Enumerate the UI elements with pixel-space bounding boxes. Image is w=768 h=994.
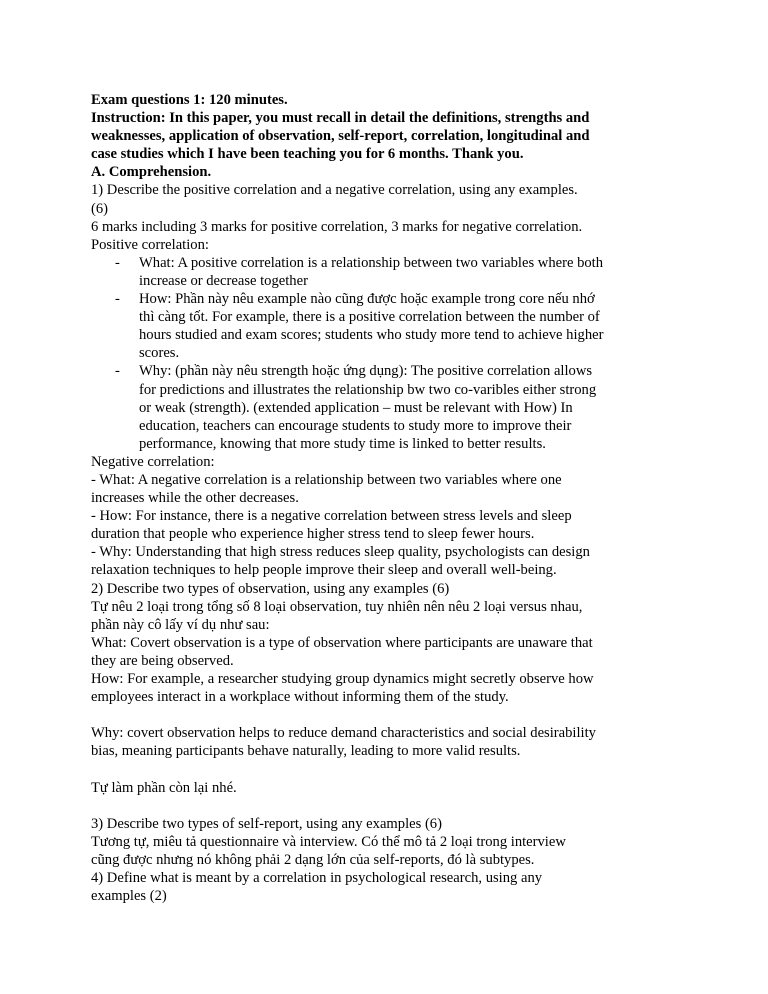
negative-correlation-line: - How: For instance, there is a negative correlation between stress levels and sleep <box>91 508 572 525</box>
list-item-line: performance, knowing that more study time is linked to better results. <box>139 435 546 452</box>
blank-line <box>91 760 691 778</box>
paragraph-line: Tương tự, miêu tả questionnaire và interview. Có thể mô tả 2 loại trong interview <box>91 833 566 850</box>
question-1-text: 1) Describe the positive correlation and a negative correlation, using any examples. <box>91 182 578 199</box>
blank-line <box>91 797 691 815</box>
dash-bullet: - <box>115 254 120 271</box>
paragraph-line: bias, meaning participants behave naturally, leading to more valid results. <box>91 743 521 760</box>
list-item-line: Why: (phần này nêu strength hoặc ứng dụng): The positive correlation allows <box>139 363 593 380</box>
negative-correlation-line: - Why: Understanding that high stress reduces sleep quality, psychologists can design <box>91 544 590 561</box>
paragraph-line: employees interact in a workplace without informing them of the study. <box>91 689 509 706</box>
instruction-line: Instruction: In this paper, you must recall in detail the definitions, strengths and <box>91 110 590 127</box>
paragraph-line: What: Covert observation is a type of observation where participants are unaware that <box>91 634 593 651</box>
list-item-line: How: Phần này nêu example nào cũng được hoặc example trong core nếu nhớ <box>139 291 595 308</box>
list-item-line: hours studied and exam scores; students who study more tend to achieve higher <box>139 327 604 344</box>
list-item <box>91 290 691 362</box>
instruction-line: weaknesses, application of observation, self-report, correlation, longitudinal and <box>91 128 590 145</box>
list-item-line: or weak (strength). (extended application – must be relevant with How) In <box>139 399 573 416</box>
question-4-text: examples (2) <box>91 888 167 905</box>
paragraph-line: Why: covert observation helps to reduce demand characteristics and social desirability <box>91 725 596 742</box>
negative-correlation-line: relaxation techniques to help people improve their sleep and overall well-being. <box>91 562 557 579</box>
dash-bullet: - <box>115 363 120 380</box>
negative-correlation-line: duration that people who experience higher stress tend to sleep fewer hours. <box>91 526 535 543</box>
question-3-text: 3) Describe two types of self-report, using any examples (6) <box>91 815 442 832</box>
section-heading: A. Comprehension. <box>91 164 212 181</box>
paragraph-line: cũng được nhưng nó không phải 2 dạng lớn của self-reports, đó là subtypes. <box>91 851 535 868</box>
positive-correlation-list <box>91 254 691 453</box>
list-item <box>91 254 691 290</box>
exam-title: Exam questions 1: 120 minutes. <box>91 92 288 108</box>
marks-note: 6 marks including 3 marks for positive correlation, 3 marks for negative correlation. <box>91 218 583 235</box>
paragraph-line: Tự làm phần còn lại nhé. <box>91 779 237 796</box>
list-item <box>91 362 691 452</box>
positive-correlation-label: Positive correlation: <box>91 236 209 253</box>
list-item-line: for predictions and illustrates the relationship bw two co-varibles either strong <box>139 381 597 398</box>
question-1-text: (6) <box>91 200 109 217</box>
blank-line <box>91 706 691 724</box>
list-item-line: scores. <box>139 345 180 362</box>
question-4-text: 4) Define what is meant by a correlation in psychological research, using any <box>91 870 543 887</box>
document-page <box>91 91 691 905</box>
negative-correlation-label: Negative correlation: <box>91 453 215 470</box>
list-item-line: thì càng tốt. For example, there is a positive correlation between the number of <box>139 309 600 326</box>
question-2-text: 2) Describe two types of observation, using any examples (6) <box>91 580 450 597</box>
list-item-line: What: A positive correlation is a relationship between two variables where both <box>139 254 604 271</box>
paragraph-line: How: For example, a researcher studying group dynamics might secretly observe how <box>91 671 594 687</box>
list-item-line: education, teachers can encourage students to study more to improve their <box>139 417 572 434</box>
negative-correlation-line: increases while the other decreases. <box>91 490 299 507</box>
paragraph-line: they are being observed. <box>91 652 234 669</box>
dash-bullet: - <box>115 291 120 308</box>
list-item-line: increase or decrease together <box>139 272 308 289</box>
paragraph-line: phần này cô lấy ví dụ như sau: <box>91 616 270 633</box>
negative-correlation-line: - What: A negative correlation is a relationship between two variables where one <box>91 471 562 488</box>
paragraph-line: Tự nêu 2 loại trong tổng số 8 loại observation, tuy nhiên nên nêu 2 loại versus nhau, <box>91 598 583 615</box>
instruction-line: case studies which I have been teaching you for 6 months. Thank you. <box>91 146 524 163</box>
